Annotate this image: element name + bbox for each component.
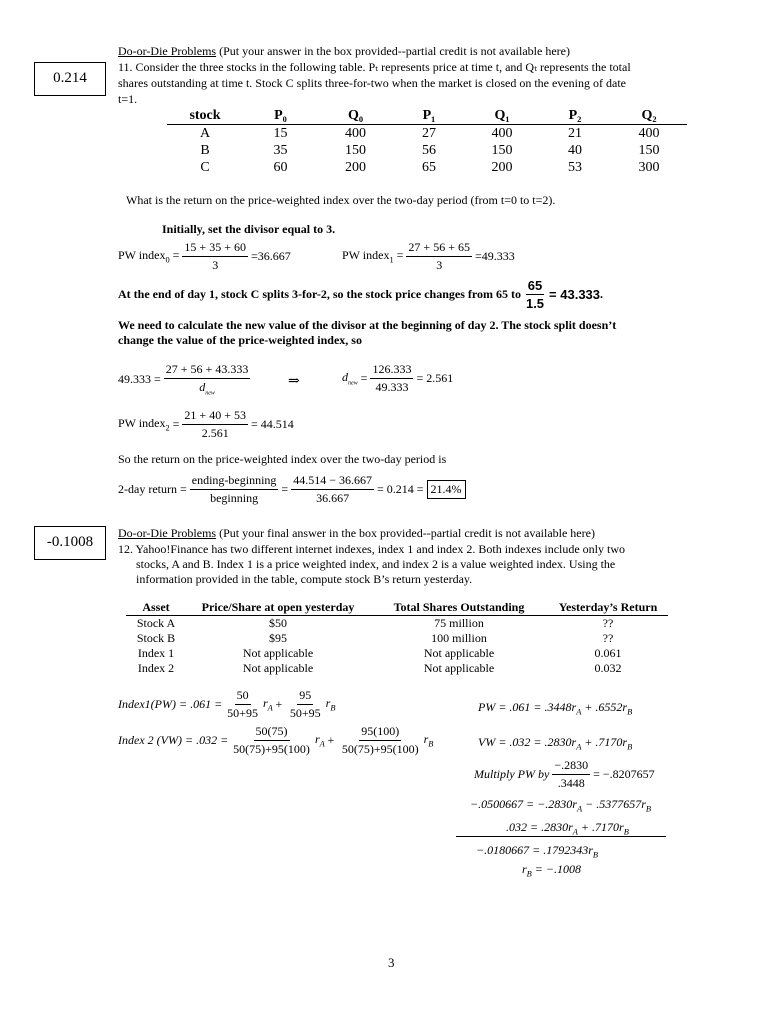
cell: $50: [269, 616, 287, 630]
cell: 56: [422, 142, 436, 158]
divisor-note: Initially, set the divisor equal to 3.: [162, 222, 336, 236]
col-price: Price/Share at open yesterday: [201, 600, 355, 614]
sum-equation: $-.0180667 = .1792343r_B$: [476, 843, 598, 860]
heading-note-12: (Put your final answer in the box provided--partial credit is not available here): [219, 526, 595, 540]
split-fraction: [524, 278, 546, 311]
stock-table-header: [167, 107, 687, 125]
split-end: .: [600, 287, 604, 301]
cell: C: [200, 159, 210, 175]
problem-11-line-1: 11. Consider the three stocks in the following table. Pₜ represents price at time t, and Qₜ represents the total: [118, 60, 631, 74]
i1-numerator-1: 50: [235, 688, 251, 705]
i1-numerator-2: 95: [297, 688, 313, 705]
problem-12-line-3: information provided in the table, compute stock B’s return yesterday.: [136, 572, 473, 586]
cell: 0.061: [594, 646, 622, 660]
ret-denominator-1: beginning: [210, 491, 259, 505]
cell: 300: [638, 159, 660, 175]
pw-index-0-equation: [118, 240, 291, 273]
i2-fraction-1: [231, 724, 312, 757]
i2-numerator-1: 50(75): [254, 724, 290, 741]
cell: Not applicable: [423, 661, 495, 675]
ret-eq-2: = 0.214 =: [376, 482, 424, 496]
dnew-numerator: 126.333: [370, 362, 413, 379]
dnew-label: $d_{new}$: [342, 370, 358, 387]
mult-label: Multiply PW by: [474, 767, 550, 781]
split-denominator: 1.5: [525, 296, 545, 311]
col-p2: P₂: [568, 107, 582, 123]
cell: 53: [568, 159, 582, 175]
cell: 150: [491, 142, 513, 158]
cell: 15: [273, 125, 288, 141]
return-intro: So the return on the price-weighted index over the two-day period is: [118, 452, 447, 466]
col-shares: Total Shares Outstanding: [393, 600, 525, 614]
i2-denominator-2: 50(75)+95(100): [341, 742, 419, 756]
split-statement: [118, 278, 603, 311]
col-p1: P₁: [422, 107, 436, 123]
cell: 400: [345, 125, 366, 141]
pw-linear-equation: PW = $.061 = .3448r_A + .6552r_B$: [478, 700, 633, 717]
index-table-header: [126, 600, 668, 616]
i2-numerator-2: 95(100): [359, 724, 401, 741]
table-row: [126, 616, 668, 632]
cell: ??: [602, 616, 614, 630]
i2-ra: $r_A$: [314, 732, 325, 749]
dnew-value: = 2.561: [416, 371, 454, 385]
ret-numerator-2: 44.514 − 36.667: [291, 473, 374, 490]
i1-rb: $r_B$: [325, 696, 336, 713]
pw2-denominator: 2.561: [201, 426, 229, 440]
scaled-equation: $-.0500667 = -.2830r_A - .5377657r_B$: [470, 797, 651, 814]
problem-12-line-2: stocks, A and B. Index 1 is a price weighted index, and index 2 is a value weighted index. Using the: [136, 557, 616, 571]
table-row: [126, 646, 668, 661]
cell: Not applicable: [242, 646, 314, 660]
cell: 60: [273, 159, 288, 175]
table-row: [126, 631, 668, 646]
i2-lhs: Index 2 (VW) = .032 =: [118, 733, 229, 747]
multiply-step: [474, 758, 655, 791]
problem-11-heading: [118, 44, 570, 59]
col-p0: P₀: [274, 107, 287, 123]
i1-lhs: Index1(PW) = .061 =: [118, 697, 223, 711]
cell: A: [199, 125, 211, 141]
two-day-return-equation: [118, 473, 466, 506]
page-number: 3: [388, 955, 395, 970]
split-text: At the end of day 1, stock C splits 3-for-2, so the stock price changes from 65 to: [118, 287, 521, 301]
cell: ??: [602, 631, 614, 645]
cell: Stock A: [136, 616, 176, 630]
col-q2: Q₂: [641, 107, 657, 123]
cell: 400: [638, 125, 660, 141]
divisor-text-1: We need to calculate the new value of the divisor at the beginning of day 2. The stock split doesn’t: [118, 318, 617, 332]
dnew-equation: [342, 362, 453, 395]
ret-fraction-2: [291, 473, 374, 506]
vw-equation-repeat: $.032 = .2830r_A + .7170r_B$: [506, 820, 629, 837]
pw0-label: PW index$_0$ =: [118, 248, 180, 265]
ret-eq-1: =: [281, 482, 289, 496]
index-1-equation: [118, 688, 335, 721]
answer-value-12: -0.1008: [46, 534, 94, 550]
ret-fraction-1: [190, 473, 279, 506]
mult-denominator: .3448: [557, 776, 585, 790]
eq-numerator: 27 + 56 + 43.333: [164, 362, 251, 379]
question-11: What is the return on the price-weighted index over the two-day period (from t=0 to t=2).: [126, 193, 556, 207]
do-or-die-title-11: Do-or-Die Problems: [118, 44, 217, 58]
cell: Index 2: [137, 661, 175, 675]
rb-result: $r_B = -.1008$: [522, 862, 581, 879]
i1-ra: $r_A$: [262, 696, 273, 713]
answer-box-11: [34, 62, 106, 96]
answer-value-11: 0.214: [53, 70, 87, 86]
problem-12-heading: [118, 526, 595, 541]
stock-table: [167, 107, 687, 176]
pw0-denominator: 3: [212, 258, 219, 272]
heading-note-11: (Put your answer in the box provided--partial credit is not available here): [219, 44, 570, 58]
i1-denominator-2: 50+95: [289, 706, 321, 720]
pw1-denominator: 3: [436, 258, 443, 272]
pw2-numerator: 21 + 40 + 53: [182, 408, 248, 425]
pw0-value: =36.667: [250, 249, 291, 263]
pw0-fraction: [182, 240, 248, 273]
divisor-equation: [118, 362, 253, 396]
table-row: [167, 125, 687, 143]
answer-box-12: [34, 526, 106, 560]
i1-denominator-1: 50+95: [227, 706, 258, 720]
ret-numerator-1: ending-beginning: [190, 473, 279, 490]
cell: 75 million: [434, 616, 484, 630]
ret-denominator-2: 36.667: [316, 491, 350, 505]
pw1-fraction: [406, 240, 472, 273]
cell: Index 1: [137, 646, 175, 660]
pw1-value: =49.333: [474, 249, 515, 263]
i2-fraction-2: [340, 724, 421, 757]
problem-11-line-3: t=1.: [118, 92, 138, 106]
cell: 200: [345, 159, 366, 175]
mult-numerator: −.2830: [552, 758, 590, 775]
eq-fraction: [164, 362, 251, 396]
col-asset: Asset: [142, 600, 170, 614]
ret-result-box: 21.4%: [427, 480, 466, 499]
i1-plus: +: [274, 697, 283, 711]
table-row: [167, 142, 687, 159]
index-2-equation: [118, 724, 433, 757]
cell: 150: [638, 142, 660, 158]
problem-12-line-1: 12. Yahoo!Finance has two different internet indexes, index 1 and index 2. Both indexes include only two: [118, 542, 626, 556]
pw-index-1-equation: [342, 240, 515, 273]
dnew-denominator: 49.333: [375, 380, 409, 394]
cell: 400: [491, 125, 513, 141]
i2-plus: +: [326, 733, 335, 747]
table-row: [167, 159, 687, 176]
dnew-eq: =: [360, 371, 368, 385]
col-q1: Q₁: [494, 107, 510, 123]
cell: $95: [269, 631, 287, 645]
cell: B: [200, 142, 210, 158]
cell: 21: [568, 125, 582, 141]
i2-denominator-1: 50(75)+95(100): [233, 742, 310, 756]
cell: 200: [491, 159, 513, 175]
vw-linear-equation: VW = $.032 = .2830r_A + .7170r_B$: [478, 735, 633, 752]
cell: 0.032: [594, 661, 622, 675]
pw2-label: PW index$_2$: [118, 416, 170, 433]
divisor-text-2: change the value of the price-weighted index, so: [118, 333, 362, 347]
cell: 100 million: [431, 631, 487, 645]
col-return: Yesterday’s Return: [558, 600, 658, 614]
pw0-numerator: 15 + 35 + 60: [182, 240, 248, 257]
problem-11-line-2: shares outstanding at time t. Stock C splits three-for-two when the market is closed on the evening of date: [118, 76, 626, 90]
cell: 65: [422, 159, 436, 175]
cell: 27: [422, 125, 436, 141]
pw2-eq: =: [172, 417, 180, 431]
pw-index-2-equation: [118, 408, 294, 441]
split-value: = 43.333: [549, 287, 601, 302]
pw2-fraction: [182, 408, 248, 441]
dnew-fraction: [370, 362, 413, 395]
i1-fraction-1: [225, 688, 260, 721]
pw2-value: = 44.514: [250, 417, 294, 431]
mult-value: = −.8207657: [593, 767, 655, 781]
cell: Not applicable: [242, 661, 314, 675]
cell: Stock B: [136, 631, 176, 645]
i1-fraction-2: [288, 688, 323, 721]
pw1-label: PW index$_1$ =: [342, 248, 404, 265]
mult-fraction: [552, 758, 590, 791]
eq-denominator: $d_{new}$: [199, 380, 215, 397]
pw1-numerator: 27 + 56 + 65: [406, 240, 472, 257]
col-q0: Q₀: [347, 107, 364, 123]
cell: 150: [345, 142, 366, 158]
index-table: [126, 600, 668, 676]
implies-arrow: ⇒: [288, 374, 300, 389]
ret-label: 2-day return =: [118, 482, 187, 496]
split-numerator: 65: [527, 278, 543, 293]
cell: Not applicable: [423, 646, 495, 660]
col-stock: stock: [189, 107, 221, 123]
table-row: [126, 661, 668, 676]
cell: 35: [273, 142, 288, 158]
sum-rule-line: [456, 836, 666, 837]
i2-rb: $r_B$: [423, 732, 434, 749]
eq-lhs: 49.333 =: [118, 371, 161, 386]
do-or-die-title-12: Do-or-Die Problems: [118, 526, 217, 540]
cell: 40: [568, 142, 582, 158]
